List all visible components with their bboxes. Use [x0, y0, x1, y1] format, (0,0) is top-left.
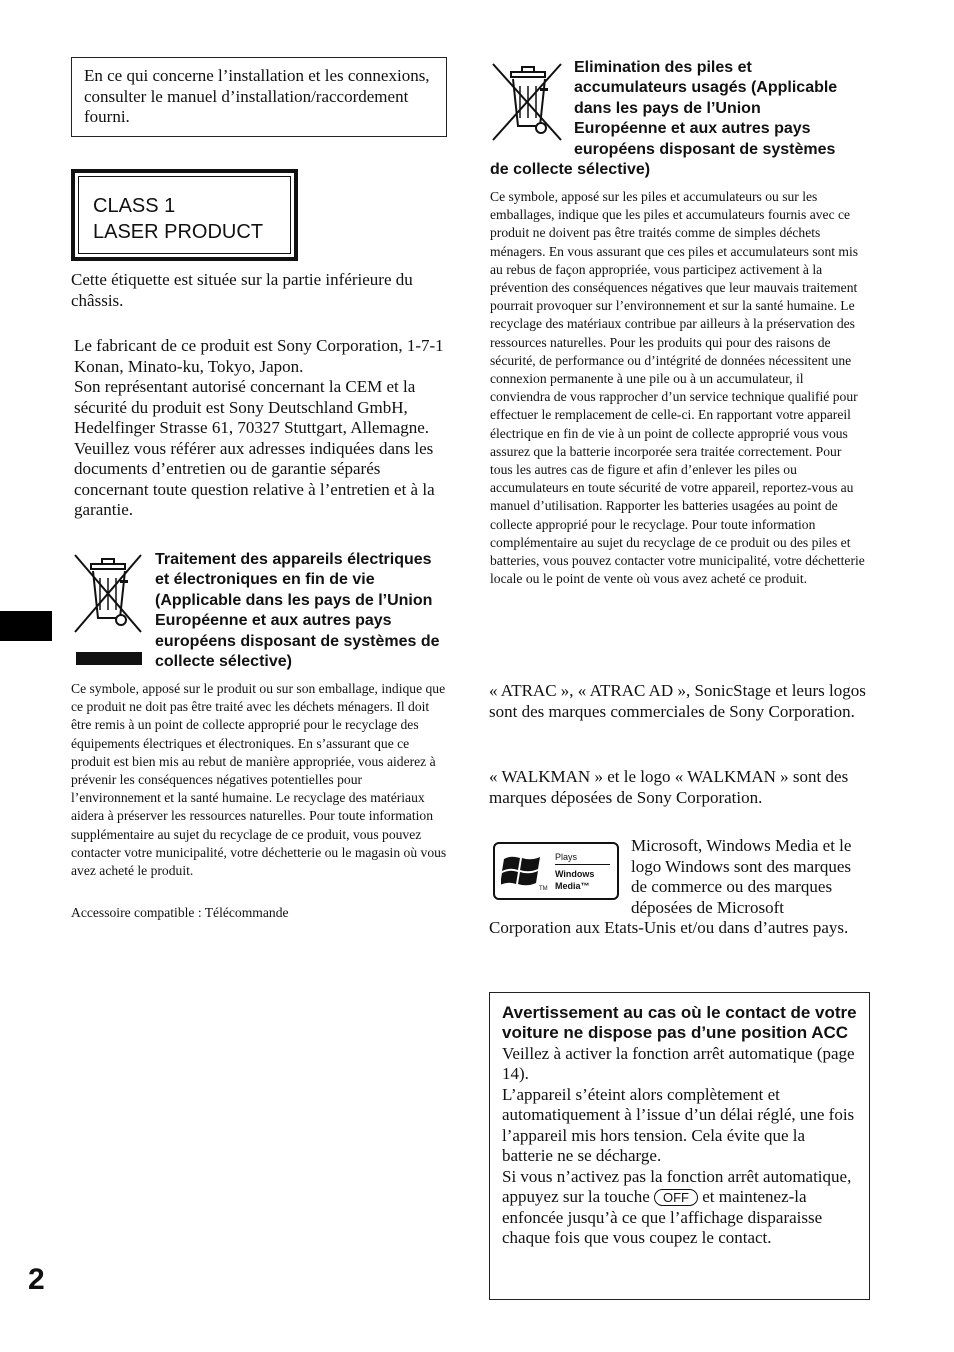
crossed-bin-icon [72, 552, 144, 670]
page-number: 2 [28, 1263, 45, 1296]
label-location-text: Cette étiquette est située sur la partie inférieure du châssis. [71, 270, 413, 310]
weee-equipment-title: Traitement des appareils électriques et électroniques en fin de vie (Applicable dans les pays de l’Union Européenne et aux autres pays européens disposant de systèmes de collecte sélective) [155, 551, 440, 671]
section-thumb-tab [0, 611, 52, 641]
manufacturer-info [74, 336, 452, 521]
acc-warning-paragraph-3 [502, 1167, 857, 1249]
acc-warning-paragraph-2: L’appareil s’éteint alors complètement et automatiquement à l’issue d’un délai réglé, une fois l’appareil mis hors tension. Cela évite que la batterie ne se décharge. [502, 1084, 855, 1166]
acc-warning-title: Avertissement au cas où le contact de votre voiture ne dispose pas d’une position ACC [502, 1003, 857, 1043]
logo-plays-text: Plays [555, 852, 578, 862]
logo-windows-text: Windows [555, 869, 595, 879]
acc-warning-box [489, 992, 870, 1300]
weee-equipment-text: Ce symbole, apposé sur le produit ou sur son emballage, indique que ce produit ne doit pas être traité avec les déchets ménagers. Il doit être remis à un point de collecte approprié pour le recyclage des équipements électriques et électroniques. En s’assurant que ce produit est bien mis au rebut de manière appropriée, vous aiderez à prévenir les conséquences négatives potentielles pour l’environnement et la santé humaine. Le recyclage des matériaux aidera à préserver les ressources naturelles. Pour toute information supplémentaire au sujet du recyclage de ce produit, vous pouvez contacter votre municipalité, votre déchetterie ou le magasin où vous avez acheté le produit. [71, 681, 447, 879]
weee-batteries-title-main: Elimination des piles et accumulateurs usagés (Applicable dans les pays de l’Union Européenne et aux autres pays européens disposant de systèmes [574, 59, 838, 158]
acc-warning-paragraph-1: Veillez à activer la fonction arrêt automatique (page 14). [502, 1043, 855, 1084]
laser-product-label [71, 169, 298, 261]
manufacturer-paragraph: Le fabricant de ce produit est Sony Corporation, 1-7-1 Konan, Minato-ku, Tokyo, Japon. [74, 336, 444, 376]
plays-windows-media-logo [493, 842, 619, 900]
weee-batteries-title-tail: de collecte sélective) [490, 161, 651, 179]
weee-batteries-title [490, 58, 850, 180]
logo-tm-mark: TM [539, 886, 548, 892]
off-key-symbol: OFF [654, 1189, 698, 1206]
laser-class-text: CLASS 1 [93, 195, 176, 217]
installation-note: En ce qui concerne l’installation et les connexions, consulter le manuel d’installation/raccordement fourni. [84, 66, 430, 126]
logo-divider [555, 864, 610, 865]
windows-flag-icon [501, 852, 543, 892]
walkman-trademark-text: « WALKMAN » et le logo « WALKMAN » sont des marques déposées de Sony Corporation. [489, 767, 849, 807]
microsoft-trademark-text: Microsoft, Windows Media et le logo Windows sont des marques de commerce ou des marques déposées de Microsoft Corporation aux Etats-Unis et/ou dans d’autres pays. [489, 836, 852, 937]
atrac-trademark-text: « ATRAC », « ATRAC AD », SonicStage et leurs logos sont des marques commerciales de Sony Corporation. [489, 681, 866, 721]
acc-warning-text-after-key: et maintenez-la enfoncée jusqu’à ce que l’affichage disparaisse chaque fois que vous coupez le contact. [502, 1187, 823, 1248]
accessory-text: Accessoire compatible : Télécommande [71, 905, 289, 920]
representative-paragraph: Son représentant autorisé concernant la CEM et la sécurité du produit est Sony Deutschland GmbH, Hedelfinger Strasse 61, 70327 Stuttgart, Allemagne. Veuillez vous référer aux adresses indiquées dans les documents d’entretien ou de garantie séparés concernant toute question relative à l’entretien et à la garantie. [74, 377, 435, 519]
laser-product-text: LASER PRODUCT [93, 221, 264, 243]
installation-note-box [71, 57, 447, 137]
acc-warning-text-before-key: Si vous n’activez pas la fonction arrêt automatique, appuyez sur la touche [502, 1166, 852, 1207]
logo-media-text: Media™ [555, 881, 590, 891]
weee-batteries-text: Ce symbole, apposé sur les piles et accumulateurs ou sur les emballages, indique que les piles et accumulateurs fournis avec ce produit ne doivent pas être traités comme de simples déchets ménagers. En vous assurant que ces piles et accumulateurs sont mis au rebus de façon appropriée, vous participez activement à la prévention des conséquences négatives que leur mauvais traitement pourrait provoquer sur l’environnement et sur la santé humaine. Le recyclage des matériaux contribue par ailleurs à la préservation des ressources naturelles. Pour les produits qui pour des raisons de sécurité, de performance ou d’intégrité de données nécessitent une connexion permanente à une pile ou à un accumulateur, il conviendra de vous rapprocher d’un service technique qualifié pour effectuer le remplacement de celle-ci. En rapportant votre appareil électrique en fin de vie à un point de collecte approprié vous vous assurez que la batterie incorporée sera traitée correctement. Pour tous les autres cas de figure et afin d’enlever les piles ou accumulateurs en toute sécurité de votre appareil, reportez-vous au manuel d’utilisation. Rapporter les batteries usagées au point de collecte approprié pour le recyclage. Pour toute information complémentaire au sujet du recyclage de ce produit ou des piles et batteries, vous pouvez contacter votre municipalité, votre déchetterie locale ou le point de vente où vous avez acheté ce produit. [490, 189, 865, 587]
